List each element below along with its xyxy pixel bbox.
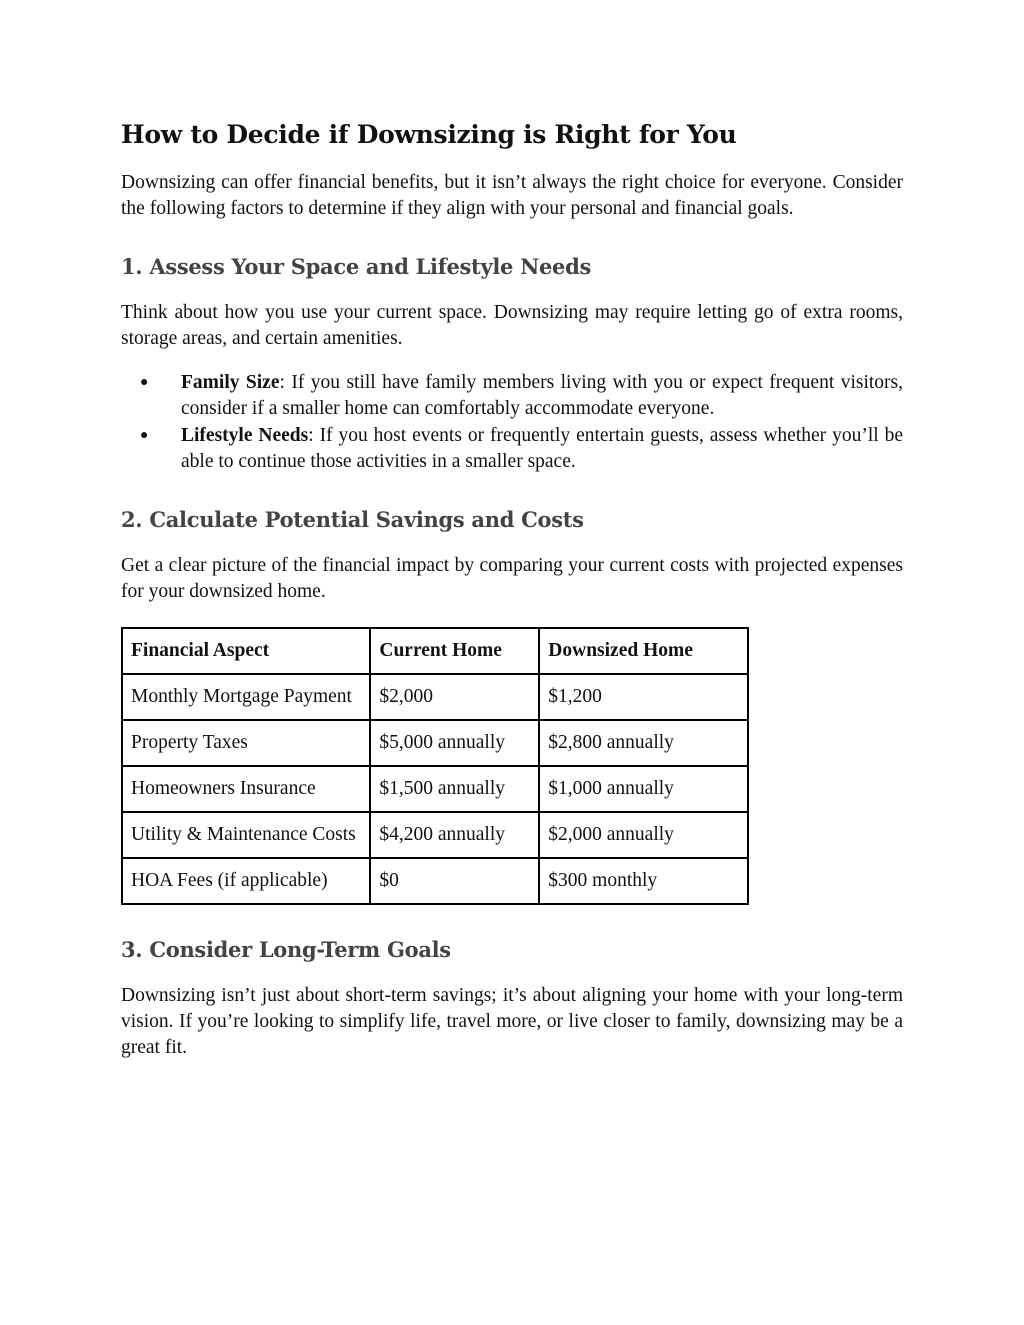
table-row <box>122 812 748 858</box>
table-cell-current: $5,000 annually <box>370 720 539 766</box>
section-2-heading: 2. Calculate Potential Savings and Costs <box>121 507 584 532</box>
section-2-paragraph: Get a clear picture of the financial impact by comparing your current costs with projected expenses for your downsized home. <box>121 555 903 602</box>
table-cell-downsized: $2,000 annually <box>539 812 748 858</box>
column-header-current-home: Current Home <box>370 628 539 674</box>
bullet-text: : If you host events or frequently entertain guests, assess whether you’ll be able to continue those activities in a smaller space. <box>181 425 903 472</box>
section-3-heading: 3. Consider Long-Term Goals <box>121 937 451 962</box>
financial-comparison-table <box>121 627 749 905</box>
intro-paragraph: Downsizing can offer financial benefits, but it isn’t always the right choice for everyone. Consider the following factors to determine if they align with your personal and financial goals. <box>121 172 903 219</box>
column-header-financial-aspect: Financial Aspect <box>122 628 370 674</box>
table-cell-current: $1,500 annually <box>370 766 539 812</box>
section-3-paragraph: Downsizing isn’t just about short-term savings; it’s about aligning your home with your long-term vision. If you’re looking to simplify life, travel more, or live closer to family, downsizing may be a great fit. <box>121 985 903 1058</box>
table-cell-aspect: Property Taxes <box>122 720 370 766</box>
bullet-term: Lifestyle Needs <box>181 425 309 446</box>
table-cell-downsized: $300 monthly <box>539 858 748 904</box>
bullet-term: Family Size <box>181 372 280 393</box>
table-header-row <box>122 628 748 674</box>
table-cell-aspect: HOA Fees (if applicable) <box>122 858 370 904</box>
bullet-icon: ● <box>140 428 149 443</box>
section-1-heading: 1. Assess Your Space and Lifestyle Needs <box>121 254 592 279</box>
bullet-icon: ● <box>140 375 149 390</box>
bullet-item-family-size <box>140 370 903 422</box>
bullet-text: : If you still have family members living with you or expect frequent visitors, consider if a smaller home can comfortably accommodate everyone. <box>181 372 903 419</box>
table-cell-downsized: $2,800 annually <box>539 720 748 766</box>
table-cell-downsized: $1,000 annually <box>539 766 748 812</box>
table-cell-aspect: Utility & Maintenance Costs <box>122 812 370 858</box>
section-1-bullet-list <box>121 370 903 475</box>
table-row <box>122 674 748 720</box>
document-page <box>121 118 903 1061</box>
table-cell-current: $4,200 annually <box>370 812 539 858</box>
column-header-downsized-home: Downsized Home <box>539 628 748 674</box>
table-row <box>122 766 748 812</box>
table-cell-current: $2,000 <box>370 674 539 720</box>
table-cell-aspect: Homeowners Insurance <box>122 766 370 812</box>
table-row <box>122 720 748 766</box>
table-cell-downsized: $1,200 <box>539 674 748 720</box>
table-cell-current: $0 <box>370 858 539 904</box>
section-1-paragraph: Think about how you use your current space. Downsizing may require letting go of extra rooms, storage areas, and certain amenities. <box>121 302 903 349</box>
bullet-item-lifestyle-needs <box>140 423 903 475</box>
table-row <box>122 858 748 904</box>
page-title: How to Decide if Downsizing is Right for You <box>121 120 737 149</box>
table-cell-aspect: Monthly Mortgage Payment <box>122 674 370 720</box>
